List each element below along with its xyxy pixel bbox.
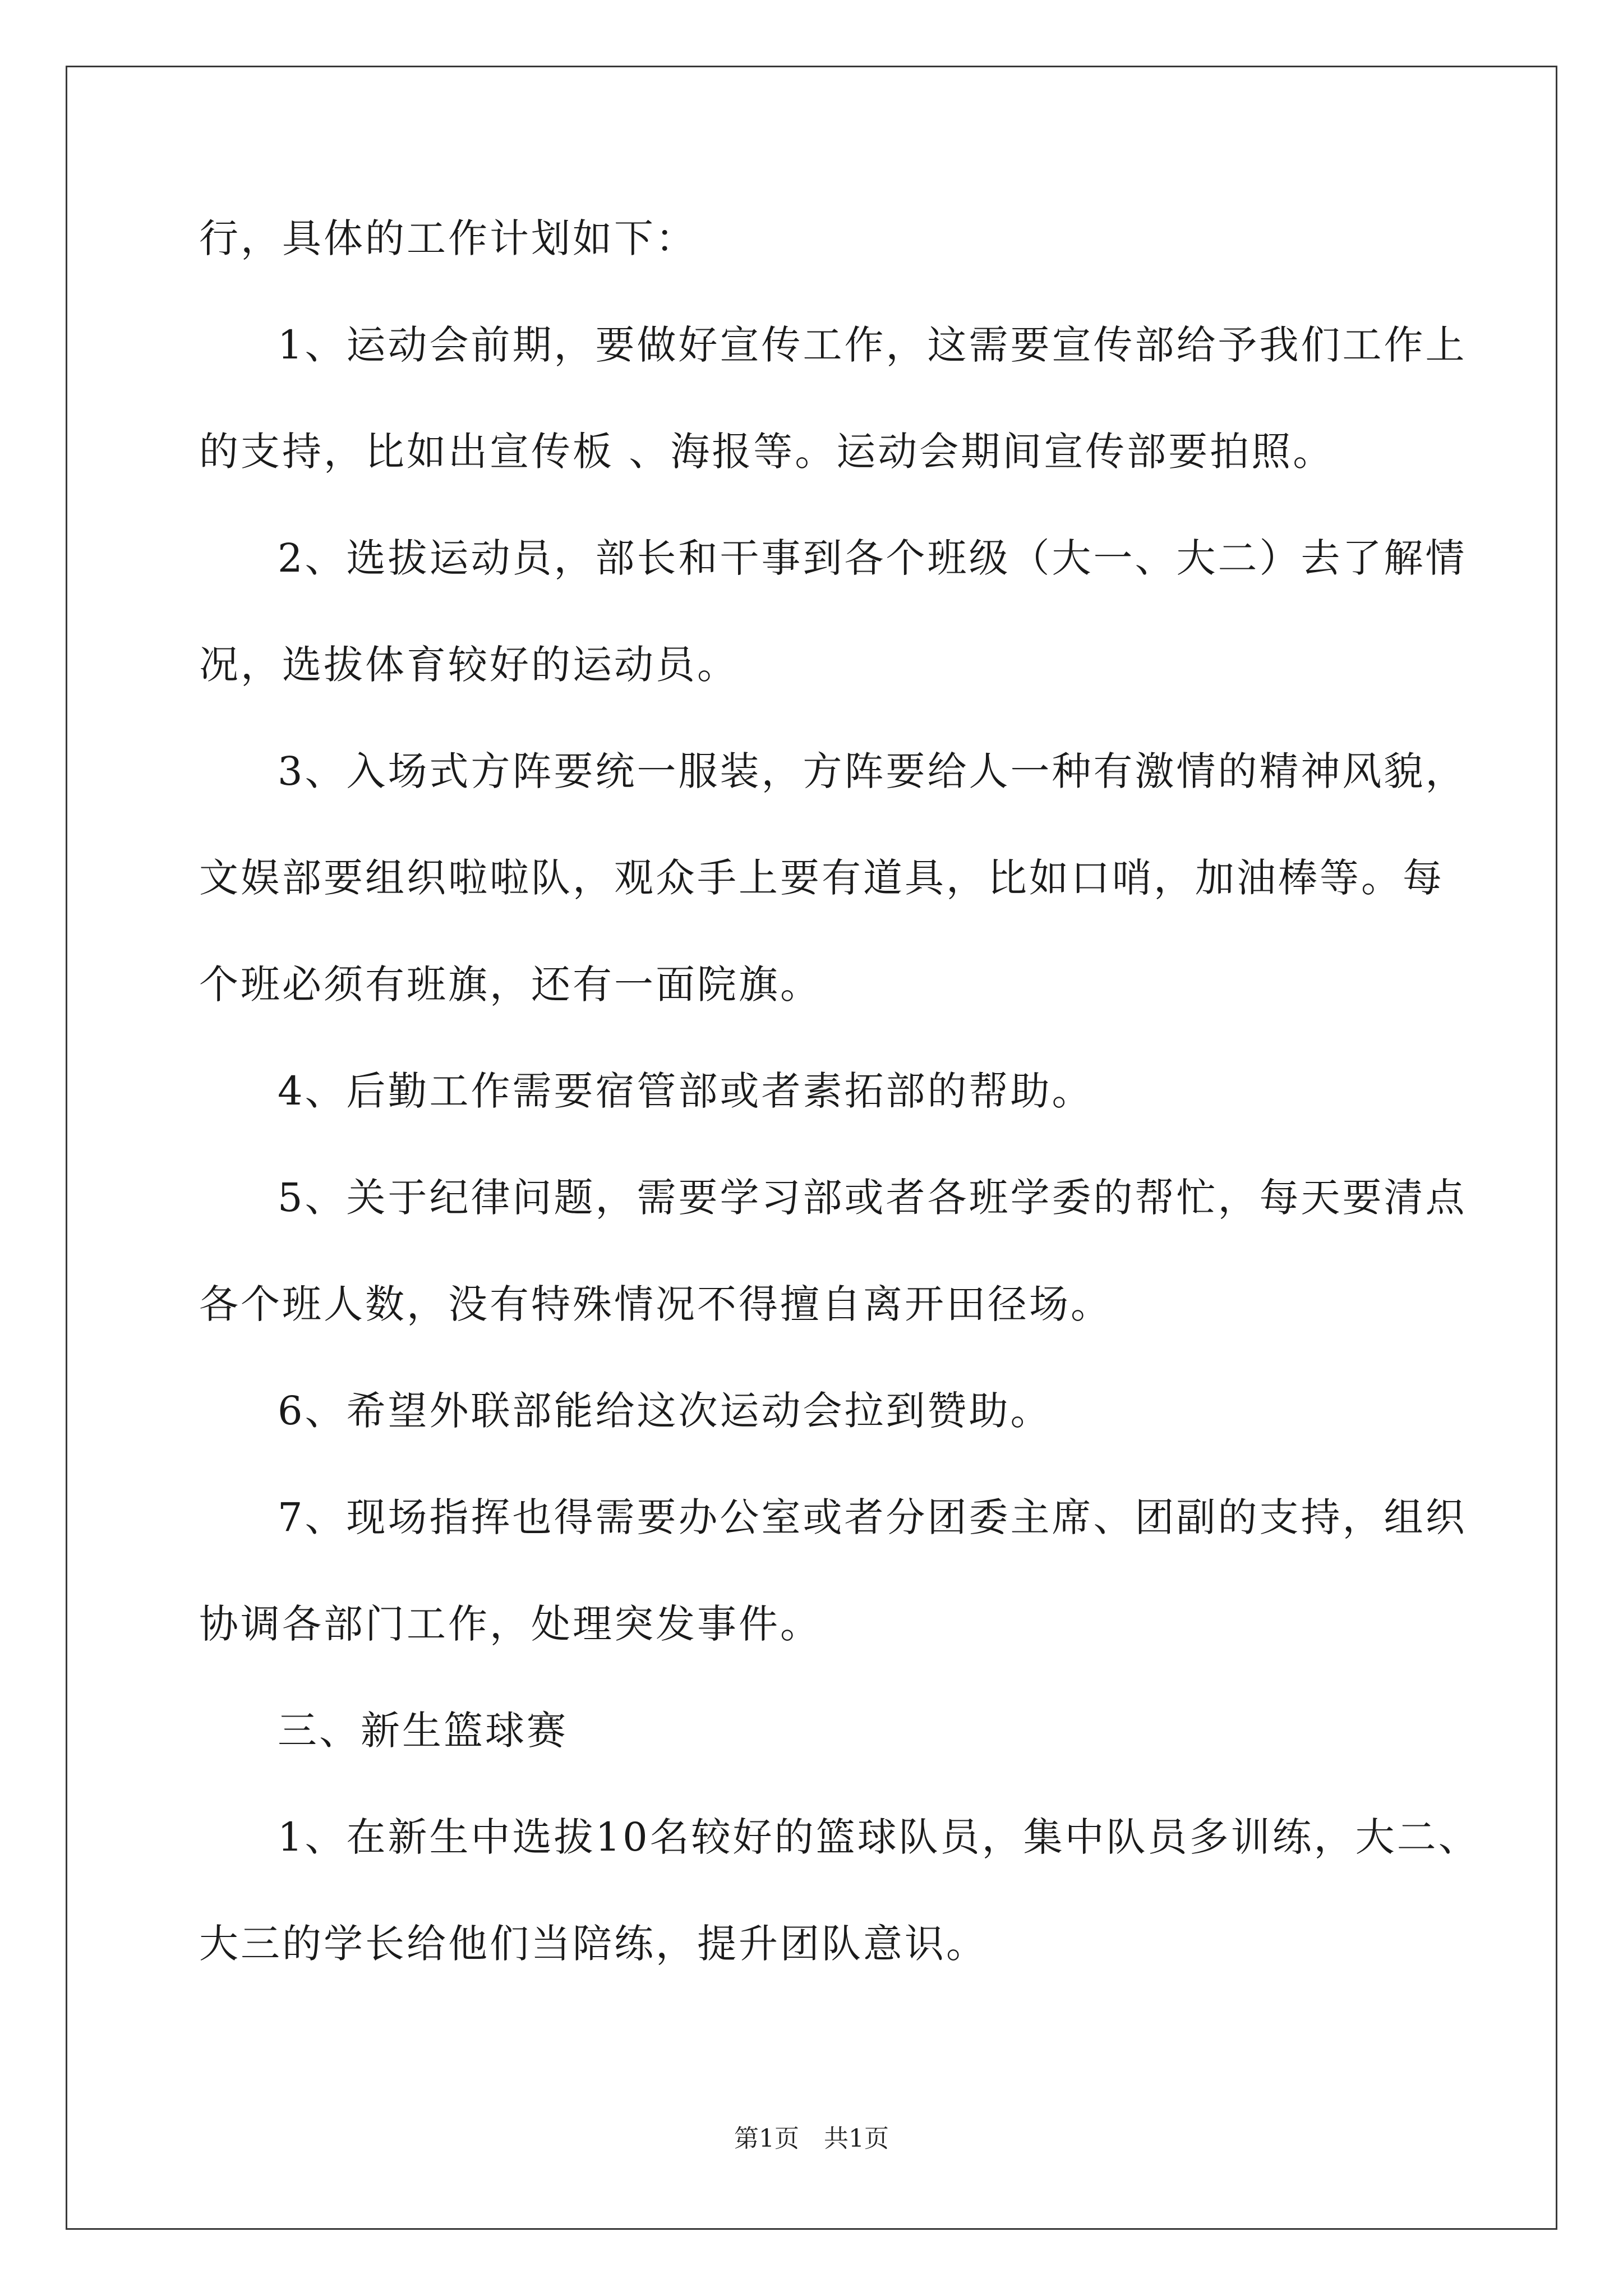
text-line-7: 文娱部要组织啦啦队，观众手上要有道具，比如口哨，加油棒等。每 bbox=[199, 855, 1444, 901]
text-line-1: 行，具体的工作计划如下： bbox=[199, 215, 697, 261]
text-line-13: 7、现场指挥也得需要办公室或者分团委主席、团副的支持，组织 bbox=[278, 1494, 1467, 1540]
text-line-2: 1、运动会前期，要做好宣传工作，这需要宣传部给予我们工作上 bbox=[278, 322, 1467, 368]
text-line-14: 协调各部门工作，处理突发事件。 bbox=[199, 1601, 822, 1647]
text-line-12: 6、希望外联部能给这次运动会拉到赞助。 bbox=[278, 1388, 1052, 1434]
text-line-5: 况，选拔体育较好的运动员。 bbox=[199, 642, 739, 688]
text-line-17: 大三的学长给他们当陪练，提升团队意识。 bbox=[199, 1921, 988, 1967]
text-line-3: 的支持，比如出宣传板 、海报等。运动会期间宣传部要拍照。 bbox=[199, 429, 1335, 475]
text-line-8: 个班必须有班旗，还有一面院旗。 bbox=[199, 961, 822, 1007]
text-line-4: 2、选拔运动员，部长和干事到各个班级（大一、大二）去了解情 bbox=[278, 535, 1467, 581]
text-line-9: 4、后勤工作需要宿管部或者素拓部的帮助。 bbox=[278, 1068, 1094, 1114]
text-line-11: 各个班人数，没有特殊情况不得擅自离开田径场。 bbox=[199, 1281, 1112, 1327]
section-heading: 三、新生篮球赛 bbox=[278, 1708, 568, 1754]
page-border bbox=[66, 66, 1557, 2230]
text-line-6: 3、入场式方阵要统一服装，方阵要给人一种有激情的精神风貌， bbox=[278, 748, 1467, 794]
text-line-16: 1、在新生中选拔10名较好的篮球队员，集中队员多训练，大二、 bbox=[278, 1814, 1480, 1860]
text-line-10: 5、关于纪律问题，需要学习部或者各班学委的帮忙，每天要清点 bbox=[278, 1175, 1467, 1221]
page-footer: 第1页 共1页 bbox=[734, 2124, 889, 2153]
